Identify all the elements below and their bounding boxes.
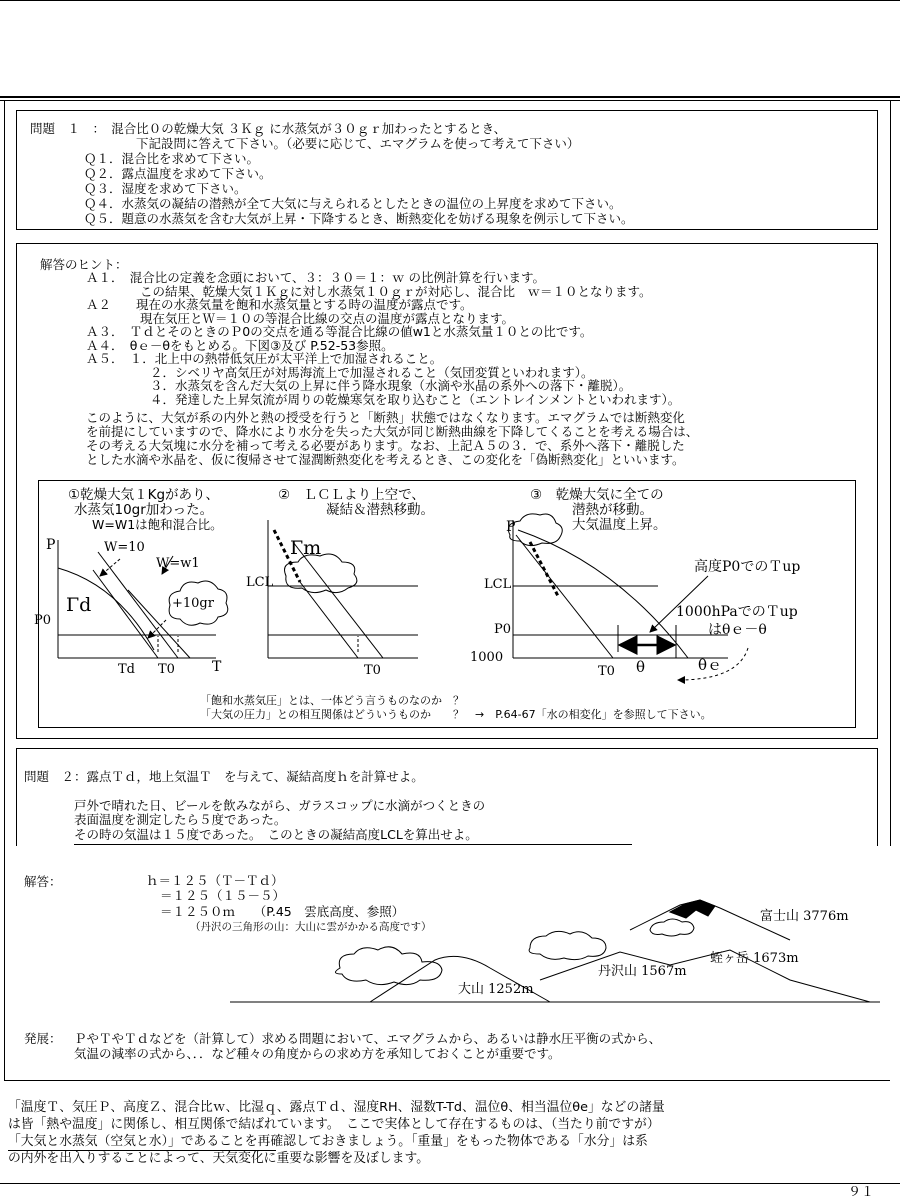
mountain-hiru: 蛭ヶ岳 1673m xyxy=(710,951,799,966)
label-t: T xyxy=(212,659,222,675)
label-t0: T0 xyxy=(158,662,175,677)
panel1-caption-2: 水蒸気10gr加わった。 xyxy=(74,502,214,518)
label-theta-e: θｅ xyxy=(698,656,723,674)
problem2-title: 問題 ２：露点Ｔｄ，地上気温Ｔ を与えて、凝結高度ｈを計算せよ。 xyxy=(24,769,424,784)
panel2-caption-2: 凝結＆潜熱移動。 xyxy=(326,502,434,518)
summary-line-4: の内外を出入りすることによって、天気変化に重要な影響を及ぼします。 xyxy=(8,1151,430,1166)
summary-underline xyxy=(8,1150,276,1151)
hints-title: 解答のヒント： xyxy=(40,257,128,272)
panel3-caption-1: ③ 乾燥大気に全ての xyxy=(530,487,664,503)
hint-paragraph-1: このように、大気が系の内外と熱の授受を行うと「断熱」状態ではなくなります。エマグラムでは断熱変化 xyxy=(86,410,685,425)
panel1-dry-adiabat xyxy=(93,570,158,658)
hint-paragraph-2: を前提にしていますので、降水により水分を失った大気が同じ断熱曲線を下降してくることを考える場合は、 xyxy=(86,424,699,439)
panel2-caption-1: ② ＬＣＬより上空で、 xyxy=(278,487,425,503)
answer2-line-3: ＝１２５０ｍ （P.45 雲底高度、参照） xyxy=(160,904,405,919)
hint-line-6: Ａ４． θｅ－θをもとめる。下図③及び P.52-53参照。 xyxy=(86,338,394,353)
hint-line-7: Ａ５． １．北上中の熱帯低気圧が太平洋上で加湿されること。 xyxy=(86,351,443,366)
header-rule xyxy=(0,96,900,98)
hint-line-9: ３．水蒸気を含んだ大気の上昇に伴う降水現象（水滴や氷晶の系外への落下・離脱）。 xyxy=(150,378,632,393)
tanzawa-range xyxy=(540,950,870,1002)
panel1-caption-3: W=W1は飽和混合比。 xyxy=(92,517,223,532)
panel2-mixing-line xyxy=(300,582,358,658)
problem1-title: 問題 １ ： 混合比０の乾燥大気 ３Ｋｇ に水蒸気が３０ｇｒ加わったとするとき、 xyxy=(30,121,507,136)
footer-rule xyxy=(0,1183,900,1184)
diagram-note-2: 「大気の圧力」との相互関係はどういうものか ？ → P.64-67「水の相変化」を参照して下さい。 xyxy=(200,708,712,721)
panel3-caption-3: 大気温度上昇。 xyxy=(572,517,667,533)
label-1000: 1000 xyxy=(470,650,504,665)
label-t0-2: T0 xyxy=(364,663,381,678)
panel3-moist-path xyxy=(530,542,558,596)
panel3-mixing-line xyxy=(516,535,613,658)
label-p: P xyxy=(46,537,56,553)
answer2-line-2: ＝１２５（１５－５） xyxy=(160,888,286,903)
label-theta: θ xyxy=(636,658,646,676)
label-tup-1000: 1000hPaでのＴup xyxy=(676,604,798,620)
hint-line-10: ４．発達した上昇気流が周りの乾燥寒気を取り込むこと（エントレインメントといわれます）。 xyxy=(150,392,681,407)
panel2-dry-adiabat xyxy=(293,542,383,658)
diagram-note-1: 「飽和水蒸気圧」とは、一体どう言うものなのか ？ xyxy=(200,694,464,707)
question-3: Ｑ３．湿度を求めて下さい。 xyxy=(84,181,247,196)
question-4: Ｑ４．水蒸気の凝結の潜熱が全て大気に与えられるとしたときの温位の上昇度を求めて下さい。 xyxy=(84,196,622,211)
mountain-tanzawa: 丹沢山 1567m xyxy=(598,964,687,979)
label-w10: W=10 xyxy=(104,540,145,555)
header-rule-thin xyxy=(0,100,900,101)
hint-line-1: Ａ１． 混合比の定義を念頭において、３：３０＝１：ｗ の比例計算を行います。 xyxy=(86,270,545,285)
label-tup-p0: 高度P0でのＴup xyxy=(694,559,801,575)
answer2-line-1: ｈ＝１２５（Ｔ－Ｔｄ） xyxy=(146,873,284,888)
mountain-fuji: 富士山 3776m xyxy=(760,909,849,924)
hint-line-8: ２．シベリヤ高気圧が対馬海流上で加湿されること（気団変質といわれます）。 xyxy=(150,365,594,380)
label-p0-3: P0 xyxy=(494,622,512,637)
mountain-illustration xyxy=(230,890,890,1010)
page-number: ９１ xyxy=(848,1185,875,1200)
label-tup-eq: はθｅ－θ xyxy=(708,622,767,638)
question-1: Ｑ１．混合比を求めて下さい。 xyxy=(84,151,260,166)
question-2: Ｑ２．露点温度を求めて下さい。 xyxy=(84,166,272,181)
outer-right-border xyxy=(890,100,891,846)
summary-line-2: は皆「熱や温度」に関係し、相互関係で結ばれています。 ここで実体として存在するものは、（当たり前ですが） xyxy=(8,1117,660,1132)
outer-bottom-border xyxy=(4,1080,890,1081)
panel3-dry-adiabat xyxy=(518,530,688,658)
problem2-underline xyxy=(74,844,632,845)
problem1-subtitle: 下記設問に答えて下さい。（必要に応じて、エマグラムを使って考えて下さい） xyxy=(136,136,580,151)
label-p0: P0 xyxy=(34,613,52,628)
question-5: Ｑ５．題意の水蒸気を含む大気が上昇・下降するとき、断熱変化を妨げる現象を例示して下さい。 xyxy=(84,211,634,226)
summary-line-1: 「温度Ｔ、気圧Ｐ、高度Ｚ、混合比ｗ、比湿ｑ、露点Ｔｄ、湿度RH、湿数T-Td、温位θ、相当温位θe」などの諸量 xyxy=(8,1100,665,1115)
fuji-snowcap xyxy=(670,900,715,918)
problem2-line-1: 戸外で晴れた日、ビールを飲みながら、ガラスコップに水滴がつくときの xyxy=(74,798,486,813)
answer2-label: 解答： xyxy=(24,874,62,889)
panel2-cloud xyxy=(285,554,357,593)
outer-left-border xyxy=(4,100,5,1080)
mountain-oyama: 大山 1252m xyxy=(458,982,534,997)
top-rule xyxy=(0,0,900,1)
development-line-2: 気温の減率の式から、．．など種々の角度からの求め方を承知しておくことが重要です。 xyxy=(74,1046,561,1061)
panel3-caption-2: 潜熱が移動。 xyxy=(572,502,653,518)
hint-line-3: Ａ２ 現在の水蒸気量を飽和水蒸気量とする時の温度が露点です。 xyxy=(86,297,473,312)
label-lcl-3: LCL xyxy=(484,577,512,592)
label-plus10: +10gr xyxy=(172,596,214,611)
panel1-caption-1: ①乾燥大気１Kgがあり、 xyxy=(68,487,220,503)
summary-line-3: 「大気と水蒸気（空気と水）」であることを再確認しておきましょう。「重量」をもった物体である「水分」は系 xyxy=(8,1134,648,1149)
problem2-line-2: 表面温度を測定したら５度であった。 xyxy=(74,812,287,827)
label-gamma-d: Γd xyxy=(66,594,92,616)
development-label: 発展： xyxy=(24,1031,62,1046)
hint-line-2: この結果、乾燥大気１Ｋｇに対し水蒸気１０ｇｒが対応し、混合比 ｗ＝１０となります。 xyxy=(140,284,652,299)
hint-line-5: Ａ３． ＴｄとそのときのＰ0の交点を通る等混合比線の値w1と水蒸気量１０との比です。 xyxy=(86,324,593,339)
answer2-note: （丹沢の三角形の山：大山に雲がかかる高度です） xyxy=(190,921,432,933)
cloud-fuji xyxy=(650,919,694,936)
label-td: Td xyxy=(118,662,135,677)
label-gamma-m: Γm xyxy=(290,537,322,559)
hint-paragraph-4: とした水滴や氷晶を、仮に復帰させて湿潤断熱変化を考えるとき、この変化を「偽断熱変化」といいます。 xyxy=(86,452,685,467)
label-lcl-2: LCL xyxy=(246,575,274,590)
label-p-3: P xyxy=(506,519,516,535)
problem2-line-3: その時の気温は１５度であった。 このときの凝結高度LCLを算出せよ。 xyxy=(74,827,478,842)
hint-paragraph-3: その考える大気塊に水分を補って考える必要があります。なお、上記Ａ５の３．で、系外へ落下・離脱した xyxy=(86,438,685,453)
hint-line-4: 現在気圧とＷ＝１０の等混合比線の交点の温度が露点となります。 xyxy=(140,311,515,326)
label-t0-3: T0 xyxy=(598,664,615,679)
development-line-1: ＰやＴやＴｄなどを（計算して）求める問題において、エマグラムから、あるいは静水圧平衡の式から、 xyxy=(74,1031,662,1046)
panel3-cloud xyxy=(508,514,562,546)
label-w1: W=w1 xyxy=(156,556,200,571)
cloud-middle xyxy=(529,931,606,959)
